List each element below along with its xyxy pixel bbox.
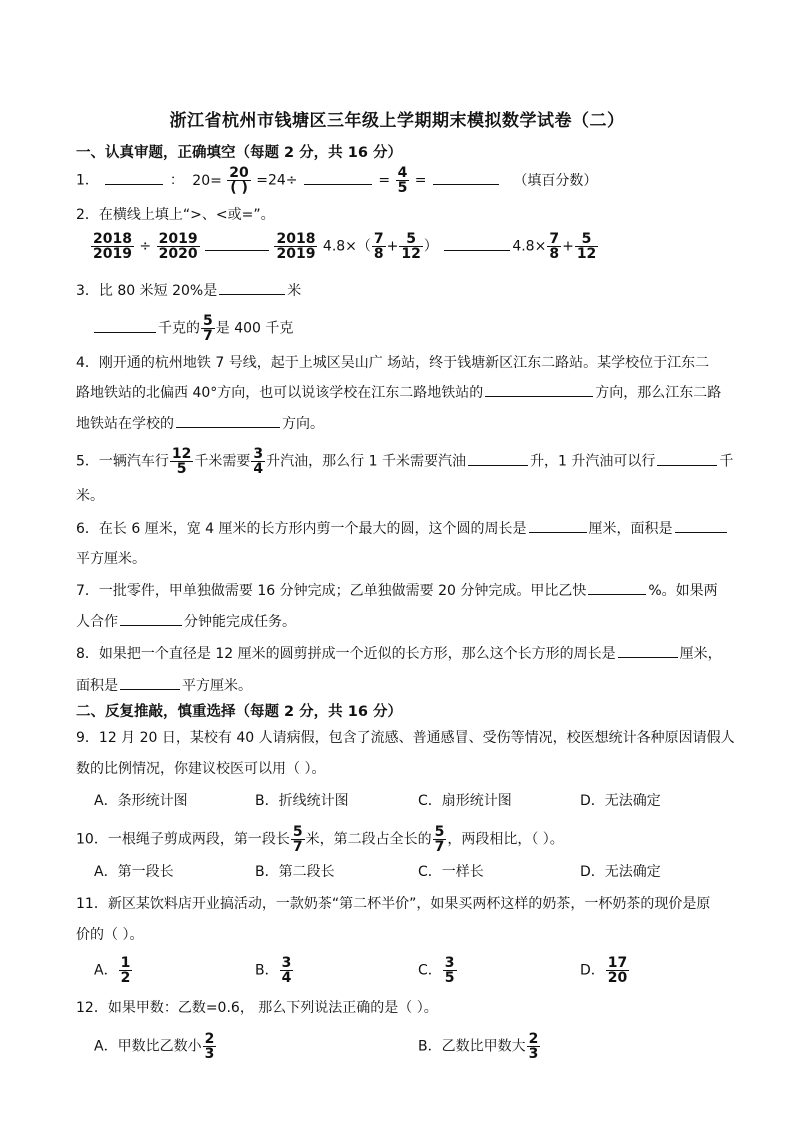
question-text: 在长 6 厘米，宽 4 厘米的长方形内剪一个最大的圆，这个圆的周长是 <box>98 521 527 537</box>
answer-blank[interactable] <box>618 643 678 658</box>
question-4 <box>76 352 709 374</box>
question-text: 刚开通的杭州地铁 7 号线，起于上城区吴山广 场站，终于钱塘新区江东二路站。某学校位于江东二 <box>98 355 710 371</box>
question-text: 12 月 20 日，某校有 40 人请病假，包含了流感、普通感冒、受伤等情况，校医想统计各种原因请假人 <box>98 730 735 746</box>
question-text: 在横线上填上“>、<或=”。 <box>98 207 275 223</box>
question-6 <box>76 518 729 540</box>
question-text: 地铁站在学校的 <box>76 416 174 432</box>
question-8-line2 <box>76 675 252 697</box>
fraction: $\frac{17}{20}$ <box>607 955 628 986</box>
option-c[interactable]: C．扇形统计图 <box>418 793 512 809</box>
answer-blank[interactable] <box>588 580 646 595</box>
answer-blank[interactable] <box>120 675 180 690</box>
question-text: 人合作 <box>76 614 118 630</box>
question-text: 比 80 米短 20%是 <box>98 283 218 299</box>
fraction: $\frac{2018}{2019}$ <box>276 231 316 262</box>
option-b[interactable]: B．折线统计图 <box>255 793 349 809</box>
question-text: 路地铁站的北偏西 40°方向，也可以说该学校在江东二路地铁站的 <box>76 385 484 401</box>
page-title: 浙江省杭州市钱塘区三年级上学期期末模拟数学试卷（二） <box>169 111 625 131</box>
answer-blank[interactable] <box>468 451 528 466</box>
fraction: $\frac{2019}{2020}$ <box>158 231 198 262</box>
answer-blank[interactable] <box>94 318 156 333</box>
question-text: 千 <box>719 453 734 470</box>
question-text: 一辆汽车行 <box>98 453 169 470</box>
fraction: $\frac{4}{5}$ <box>397 165 408 196</box>
question-10 <box>76 825 564 854</box>
equation-text: = <box>414 172 427 189</box>
fraction: $\frac{2}{3}$ <box>528 1031 539 1062</box>
question-number: 1． <box>76 172 99 189</box>
question-number: 6． <box>76 521 99 537</box>
question-number: 5． <box>76 453 99 470</box>
question-number: 8． <box>76 646 99 662</box>
fraction: $\frac{3}{5}$ <box>444 955 455 986</box>
question-text: 分钟能完成任务。 <box>184 614 296 630</box>
fraction: $\frac{5}{7}$ <box>292 824 303 855</box>
fraction: $\frac{5}{12}$ <box>576 231 597 262</box>
question-5-line2: 米。 <box>76 488 104 504</box>
question-text: 升汽油，那么行 1 千米需要汽油 <box>266 453 466 470</box>
fraction: $\frac{2018}{2019}$ <box>93 231 132 262</box>
question-text: 如果甲数：乙数=0.6， 那么下列说法正确的是（ ）。 <box>107 1000 438 1016</box>
question-text: 千克的 <box>158 320 200 337</box>
question-11 <box>76 893 710 915</box>
option-a[interactable]: A．条形统计图 <box>94 793 188 809</box>
question-text: 厘米， <box>679 646 722 662</box>
option-a[interactable]: A．第一段长 <box>94 864 174 880</box>
question-text: %。如果两 <box>648 583 718 599</box>
answer-blank[interactable] <box>657 451 717 466</box>
question-number: 3． <box>76 283 99 299</box>
fraction: $\frac{20}{( )}$ <box>229 165 249 196</box>
question-7 <box>76 580 718 602</box>
equation-text: = <box>378 172 391 189</box>
question-number: 11． <box>76 896 108 912</box>
question-text: 是 400 千克 <box>215 320 294 337</box>
question-1 <box>76 166 597 195</box>
fraction: $\frac{5}{7}$ <box>434 824 445 855</box>
answer-blank[interactable] <box>176 413 280 428</box>
answer-blank[interactable] <box>444 236 510 251</box>
question-11-line2: 价的（ ）。 <box>76 927 144 943</box>
option-a[interactable]: A．甲数比乙数小 $\frac{2}{3}$ <box>94 1031 215 1062</box>
question-6-line2: 平方厘米。 <box>76 551 146 567</box>
answer-blank[interactable] <box>304 170 372 185</box>
question-3 <box>76 280 301 302</box>
question-text: 方向。 <box>282 416 324 432</box>
fraction: $\frac{5}{7}$ <box>203 313 213 344</box>
answer-blank[interactable] <box>529 518 587 533</box>
answer-blank[interactable] <box>105 170 163 185</box>
equation-text: 20= <box>192 172 222 189</box>
question-text: 一根绳子剪成两段，第一段长 <box>107 831 290 848</box>
question-5 <box>76 447 733 476</box>
operator: ÷ <box>139 238 152 255</box>
question-text: 米 <box>287 283 302 299</box>
question-text: 新区某饮料店开业搞活动，一款奶茶“第二杯半价”，如果买两杯这样的奶茶，一杯奶茶的现价是原 <box>107 896 711 912</box>
equation-text: =24÷ <box>256 172 298 189</box>
question-text: ，两段相比，（ ）。 <box>447 831 564 848</box>
operator: + <box>562 238 574 255</box>
question-9-line2: 数的比例情况，你建议校医可以用（ ）。 <box>76 761 326 777</box>
question-text: 如果把一个直径是 12 厘米的圆剪拼成一个近似的长方形，那么这个长方形的周长是 <box>98 646 616 662</box>
question-text: 方向，那么江东二路 <box>595 385 722 401</box>
section-heading-fill-in: 一、认真审题，正确填空（每题 2 分，共 16 分） <box>76 145 402 161</box>
question-8 <box>76 643 722 665</box>
option-d[interactable]: D．无法确定 <box>580 793 661 809</box>
section-heading-choice: 二、反复推敲，慎重选择（每题 2 分，共 16 分） <box>76 704 402 720</box>
fraction: $\frac{12}{5}$ <box>171 446 192 477</box>
answer-blank[interactable] <box>433 170 499 185</box>
question-12 <box>76 997 438 1019</box>
answer-blank[interactable] <box>120 611 182 626</box>
option-a[interactable]: A． $\frac{1}{2}$ <box>94 955 131 986</box>
question-text: 一批零件，甲单独做需要 16 分钟完成；乙单独做需要 20 分钟完成。甲比乙快 <box>98 583 587 599</box>
answer-blank[interactable] <box>485 382 593 397</box>
question-7-line2 <box>76 611 296 633</box>
fraction: $\frac{7}{8}$ <box>373 231 384 262</box>
expression-text: ） <box>423 238 438 255</box>
option-b[interactable]: B． $\frac{3}{4}$ <box>255 955 292 986</box>
answer-blank[interactable] <box>675 518 727 533</box>
option-b[interactable]: B．第二段长 <box>255 864 335 880</box>
question-text: 千米需要 <box>194 453 251 470</box>
question-text: 厘米，面积是 <box>588 521 673 537</box>
fraction: $\frac{3}{4}$ <box>281 955 292 986</box>
fraction: $\frac{5}{12}$ <box>401 231 421 262</box>
question-number: 4． <box>76 355 99 371</box>
fraction: $\frac{3}{4}$ <box>253 446 264 477</box>
question-4-line2 <box>76 382 721 404</box>
expression-text: 4.8× <box>512 238 547 255</box>
question-4-line3 <box>76 413 324 435</box>
option-b[interactable]: B．乙数比甲数大 $\frac{2}{3}$ <box>418 1031 539 1062</box>
expression-text: 4.8×（ <box>322 238 371 255</box>
question-number: 7． <box>76 583 99 599</box>
question-9 <box>76 727 735 749</box>
question-2 <box>76 204 275 226</box>
question-number: 2． <box>76 207 99 223</box>
option-d[interactable]: D．无法确定 <box>580 864 661 880</box>
question-2-comparisons <box>90 232 599 261</box>
question-text: 米，第二段占全长的 <box>305 831 432 848</box>
fraction: $\frac{7}{8}$ <box>549 231 560 262</box>
answer-blank[interactable] <box>205 236 269 251</box>
operator: + <box>386 238 399 255</box>
question-3-part2 <box>94 314 293 343</box>
question-text: 平方厘米。 <box>182 678 252 694</box>
question-number: 12． <box>76 1000 108 1016</box>
question-number: 10． <box>76 831 108 848</box>
option-c[interactable]: C． $\frac{3}{5}$ <box>418 955 455 986</box>
note-text: （填百分数） <box>513 172 598 189</box>
fraction: $\frac{1}{2}$ <box>120 955 131 986</box>
answer-blank[interactable] <box>219 280 285 295</box>
question-text: 面积是 <box>76 678 118 694</box>
option-c[interactable]: C．一样长 <box>418 864 484 880</box>
question-number: 9． <box>76 730 99 746</box>
colon: ： <box>169 172 184 189</box>
question-text: 升，1 升汽油可以行 <box>529 453 656 470</box>
option-d[interactable]: D． $\frac{17}{20}$ <box>580 955 628 986</box>
fraction: $\frac{2}{3}$ <box>204 1031 215 1062</box>
